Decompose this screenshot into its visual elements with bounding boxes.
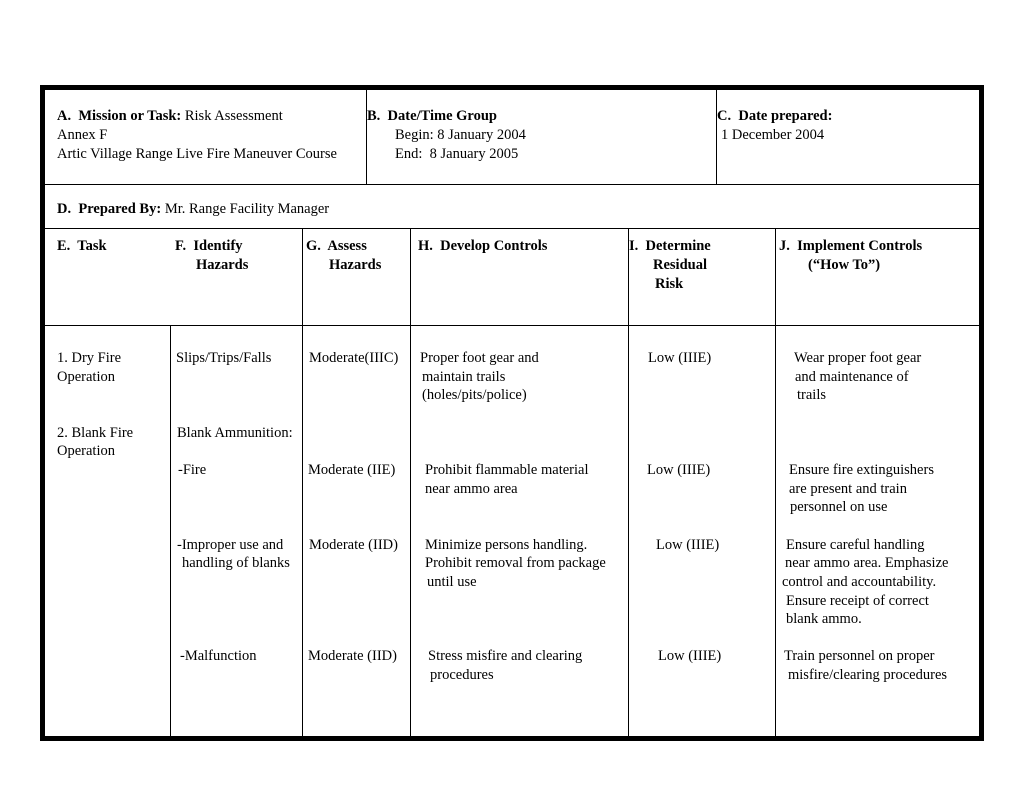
prepared-by bbox=[57, 200, 329, 219]
header-column-divider-b bbox=[366, 90, 367, 184]
column-header-controls: H. Develop Controls bbox=[418, 238, 548, 254]
mission-line-2: Annex F bbox=[57, 127, 108, 143]
controls-improper-use: Minimize persons handling. bbox=[425, 537, 588, 553]
implement-dry-fire: Wear proper foot gear bbox=[794, 350, 922, 366]
hazard-slips: Slips/Trips/Falls bbox=[176, 350, 272, 366]
hazard-fire: -Fire bbox=[178, 462, 207, 478]
task-dry-fire-line-2: Operation bbox=[57, 369, 115, 385]
implement-dry-fire-line-3: trails bbox=[797, 387, 826, 403]
implement-malfunction-line-2: misfire/clearing procedures bbox=[788, 667, 948, 683]
controls-dry-fire-line-3: (holes/pits/police) bbox=[422, 387, 527, 403]
prepared-by-value: Mr. Range Facility Manager bbox=[164, 201, 330, 217]
mission-value: Risk Assessment bbox=[184, 108, 283, 124]
controls-improper-use-line-2: Prohibit removal from package bbox=[425, 555, 606, 571]
hazard-malfunction: -Malfunction bbox=[180, 648, 257, 664]
implement-improper-use-line-4: Ensure receipt of correct bbox=[786, 593, 929, 609]
controls-malfunction-line-2: procedures bbox=[430, 667, 494, 683]
column-header-implement-line-2: (“How To”) bbox=[808, 257, 881, 273]
date-time-group-label: B. Date/Time Group bbox=[367, 108, 497, 124]
residual-fire: Low (IIIE) bbox=[647, 462, 711, 478]
implement-fire-line-2: are present and train bbox=[789, 481, 907, 497]
column-header-assess-line-2: Hazards bbox=[329, 257, 382, 273]
column-header-implement: J. Implement Controls bbox=[779, 238, 923, 254]
column-header-divider bbox=[45, 325, 979, 326]
implement-improper-use-line-2: near ammo area. Emphasize bbox=[785, 555, 949, 571]
column-header-residual: I. Determine bbox=[629, 238, 711, 254]
prepared-by-label: D. Prepared By: bbox=[57, 201, 162, 217]
controls-malfunction: Stress misfire and clearing bbox=[428, 648, 583, 664]
header-column-divider-c bbox=[716, 90, 717, 184]
date-prepared-value: 1 December 2004 bbox=[721, 127, 825, 143]
task-blank-fire: 2. Blank Fire bbox=[57, 425, 134, 441]
implement-improper-use: Ensure careful handling bbox=[786, 537, 925, 553]
column-divider-i bbox=[628, 228, 629, 736]
controls-fire-line-2: near ammo area bbox=[425, 481, 518, 497]
mission-label: A. Mission or Task: Risk Assessment bbox=[57, 108, 283, 124]
implement-improper-use-line-3: control and accountability. bbox=[782, 574, 937, 590]
assess-malfunction: Moderate (IID) bbox=[308, 648, 397, 664]
column-header-hazards: F. Identify bbox=[175, 238, 243, 254]
implement-dry-fire-line-2: and maintenance of bbox=[795, 369, 909, 385]
hazard-blank-ammunition: Blank Ammunition: bbox=[177, 425, 293, 441]
implement-improper-use-line-5: blank ammo. bbox=[786, 611, 862, 627]
end-date: End: 8 January 2005 bbox=[395, 146, 519, 162]
task-dry-fire: 1. Dry Fire bbox=[57, 350, 122, 366]
task-blank-fire-line-2: Operation bbox=[57, 443, 115, 459]
column-header-task: E. Task bbox=[57, 238, 107, 254]
implement-fire: Ensure fire extinguishers bbox=[789, 462, 934, 478]
assess-dry-fire: Moderate(IIIC) bbox=[309, 350, 399, 366]
column-divider-j bbox=[775, 228, 776, 736]
column-header-hazards-line-2: Hazards bbox=[196, 257, 249, 273]
header-divider bbox=[45, 184, 979, 185]
column-divider-h bbox=[410, 228, 411, 736]
implement-fire-line-3: personnel on use bbox=[790, 499, 888, 515]
controls-dry-fire: Proper foot gear and bbox=[420, 350, 539, 366]
controls-improper-use-line-3: until use bbox=[427, 574, 477, 590]
residual-malfunction: Low (IIIE) bbox=[658, 648, 722, 664]
implement-malfunction: Train personnel on proper bbox=[784, 648, 935, 664]
controls-dry-fire-line-2: maintain trails bbox=[422, 369, 506, 385]
column-divider-f bbox=[170, 325, 171, 736]
date-prepared-label: C. Date prepared: bbox=[717, 108, 833, 124]
prepared-by-divider bbox=[45, 228, 979, 229]
assess-fire: Moderate (IIE) bbox=[308, 462, 396, 478]
column-header-residual-line-2: Residual bbox=[653, 257, 707, 273]
column-header-residual-line-3: Risk bbox=[655, 276, 684, 292]
controls-fire: Prohibit flammable material bbox=[425, 462, 589, 478]
column-header-assess: G. Assess bbox=[306, 238, 367, 254]
hazard-improper-use: -Improper use and bbox=[177, 537, 284, 553]
begin-date: Begin: 8 January 2004 bbox=[395, 127, 526, 143]
mission-line-3: Artic Village Range Live Fire Maneuver Course bbox=[57, 146, 337, 162]
column-divider-g bbox=[302, 228, 303, 736]
hazard-improper-use-line-2: handling of blanks bbox=[182, 555, 290, 571]
assess-improper-use: Moderate (IID) bbox=[309, 537, 398, 553]
residual-improper-use: Low (IIIE) bbox=[656, 537, 720, 553]
residual-dry-fire: Low (IIIE) bbox=[648, 350, 712, 366]
